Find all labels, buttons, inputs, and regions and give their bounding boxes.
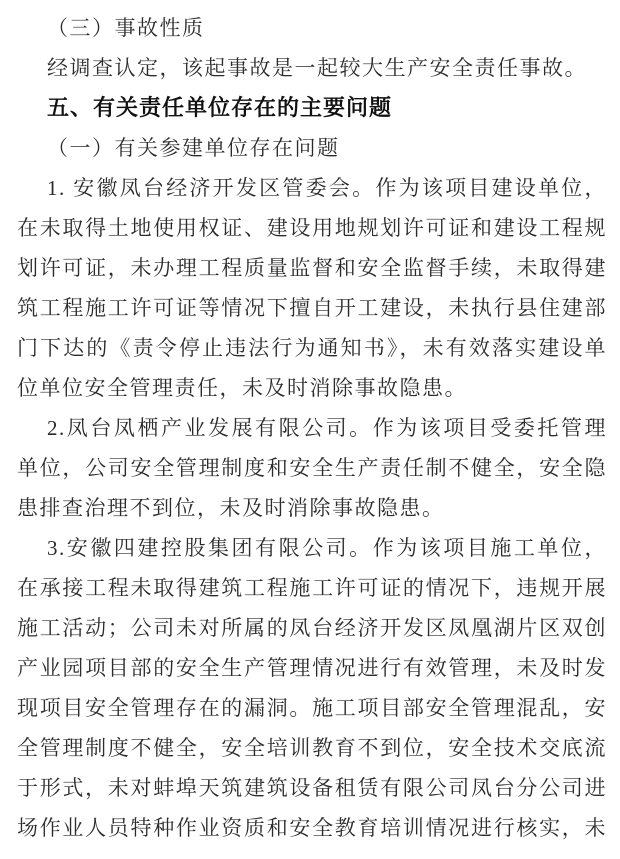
paragraph-line: 3.安徽四建控股集团有限公司。作为该项目施工单位， <box>47 536 607 560</box>
section-heading-5: 五、有关责任单位存在的主要问题 <box>47 95 393 120</box>
paragraph-line: 2.凤台凤栖产业发展有限公司。作为该项目受委托管理 <box>47 416 607 440</box>
subsection-heading-1: （一）有关参建单位存在问题 <box>47 136 340 160</box>
paragraph-line: 在承接工程未取得建筑工程施工许可证的情况下，违规开展 <box>17 576 607 600</box>
paragraph-line: 门下达的《责令停止违法行为通知书》，未有效落实建设单 <box>17 336 607 360</box>
paragraph-line: 现项目安全管理存在的漏洞。施工项目部安全管理混乱，安 <box>17 696 607 720</box>
subsection-heading-3: （三）事故性质 <box>47 16 205 40</box>
paragraph-line: 经调查认定，该起事故是一起较大生产安全责任事故。 <box>47 56 587 80</box>
paragraph-line: 施工活动；公司未对所属的凤台经济开发区凤凰湖片区双创 <box>17 616 607 640</box>
paragraph-line: 位单位安全管理责任，未及时消除事故隐患。 <box>17 376 467 400</box>
paragraph-line: 于形式，未对蚌埠天筑建筑设备租赁有限公司凤台分公司进 <box>17 776 607 800</box>
paragraph-line: 产业园项目部的安全生产管理情况进行有效管理，未及时发 <box>17 656 607 680</box>
paragraph-line: 筑工程施工许可证等情况下擅自开工建设，未执行县住建部 <box>17 296 607 320</box>
paragraph-line: 单位，公司安全管理制度和安全生产责任制不健全，安全隐 <box>17 456 607 480</box>
paragraph-line: 全管理制度不健全，安全培训教育不到位，安全技术交底流 <box>17 736 607 760</box>
paragraph-line: 划许可证，未办理工程质量监督和安全监督手续，未取得建 <box>17 256 607 280</box>
paragraph-line: 场作业人员特种作业资质和安全教育培训情况进行核实，未 <box>17 816 607 840</box>
paragraph-line: 1. 安徽凤台经济开发区管委会。作为该项目建设单位， <box>47 176 607 200</box>
document-body <box>17 8 607 848</box>
paragraph-line: 在未取得土地使用权证、建设用地规划许可证和建设工程规 <box>17 216 607 240</box>
paragraph-line: 患排查治理不到位，未及时消除事故隐患。 <box>17 496 445 520</box>
